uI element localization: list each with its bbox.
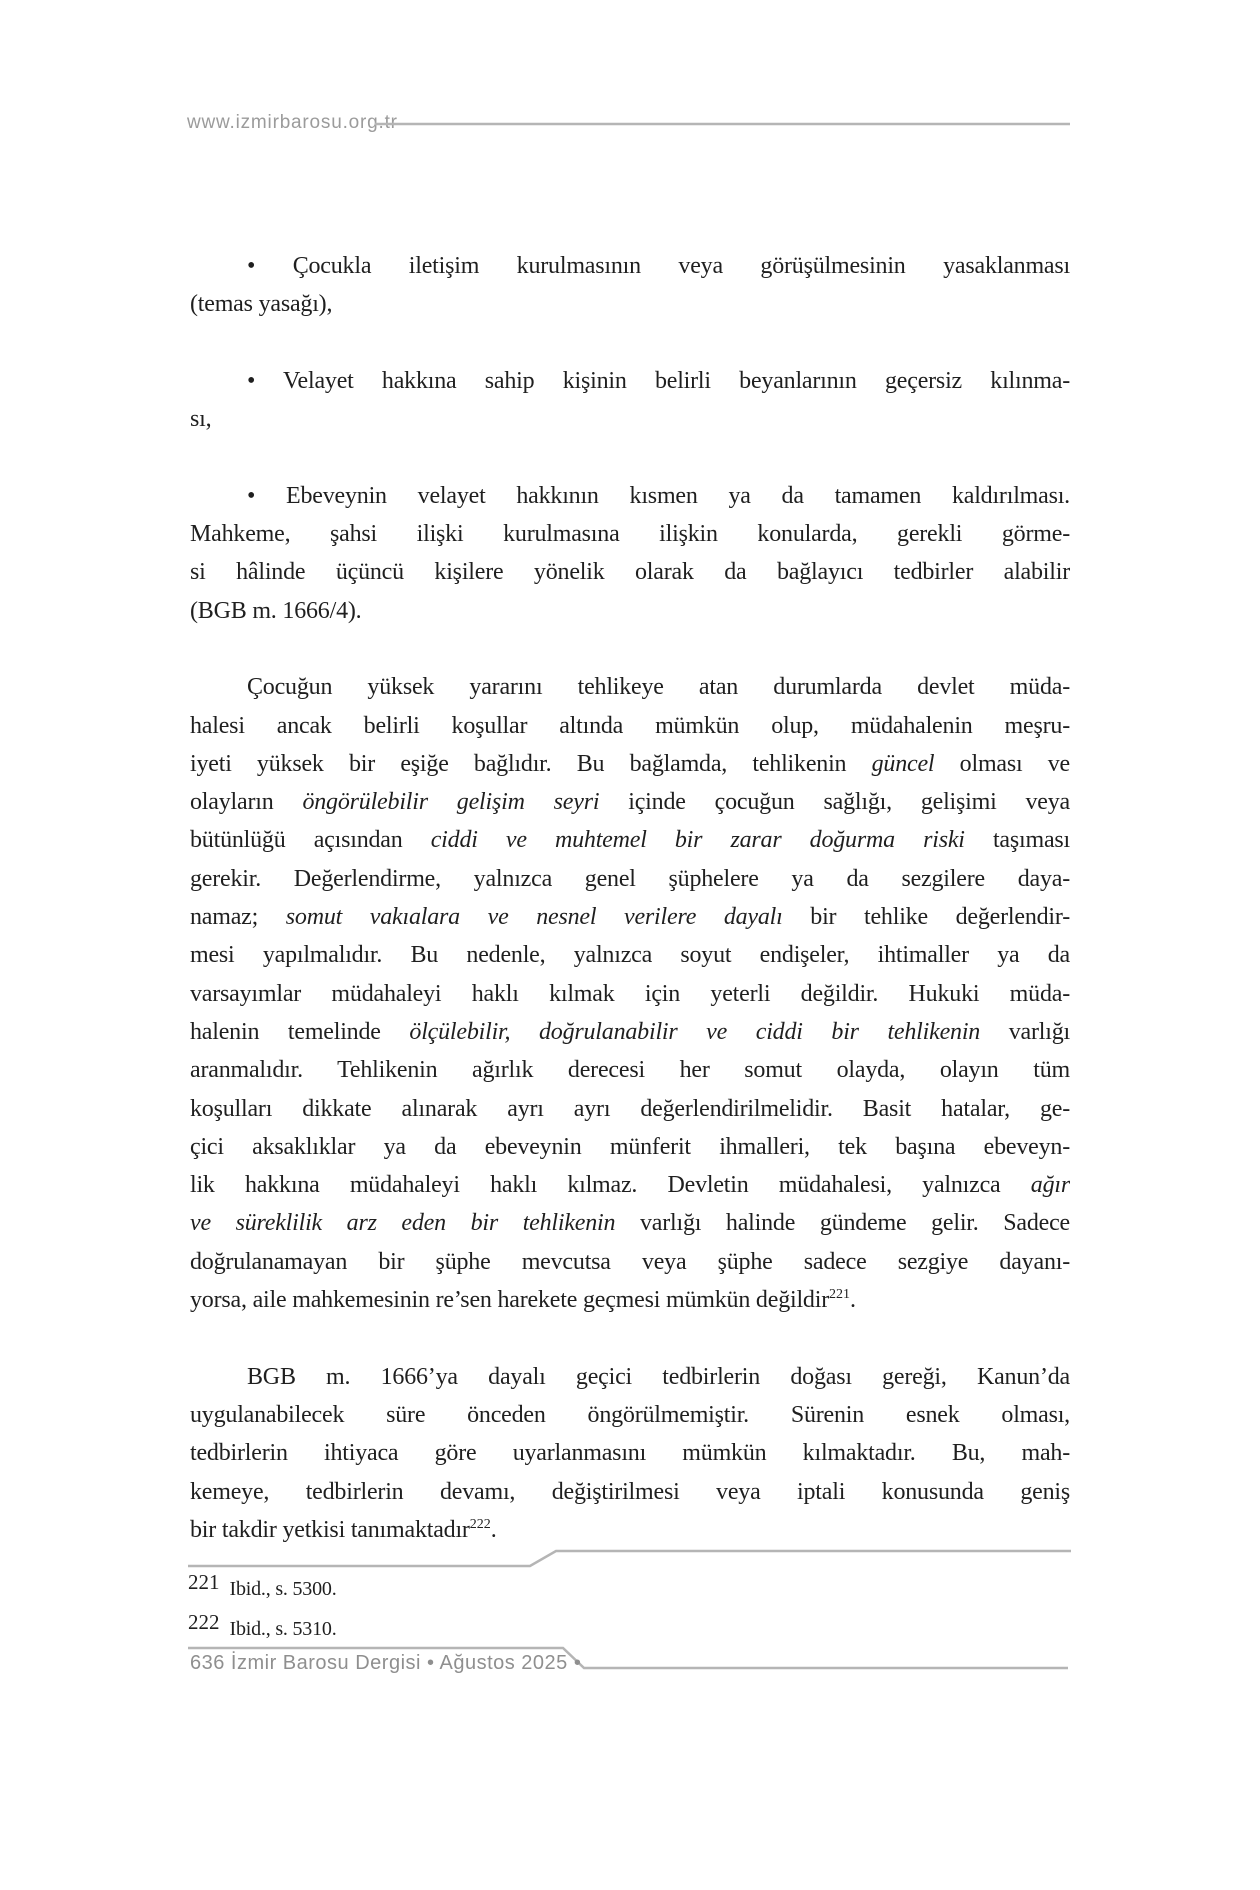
footnote-number: 222 (188, 1610, 220, 1634)
text-line (190, 1013, 1070, 1051)
text-line (190, 936, 1070, 974)
text-line (190, 1090, 1070, 1128)
italic-text: güncel (871, 750, 935, 777)
paragraph-threshold (190, 668, 1070, 1319)
text-segment: . (850, 1287, 856, 1314)
footnote-222 (188, 1610, 1068, 1650)
text-segment: içinde çocuğun sağlığı, gelişimi veya (599, 789, 1070, 816)
text-line (190, 860, 1070, 898)
footnote-text: Ibid., s. 5310. (229, 1618, 337, 1640)
text-line (190, 1281, 1070, 1319)
text-line (190, 1051, 1070, 1089)
text-line (190, 285, 1070, 323)
footer-text: 636 İzmir Barosu Dergisi • Ağustos 2025 • (190, 1652, 582, 1674)
text-segment: • Ebeveynin velayet hakkının kısmen ya da tamamen kaldırılması. (247, 482, 1070, 509)
text-segment: varsayımlar müdahaleyi haklı kılmak için yeterli değildir. Hukuki müda- (190, 980, 1070, 1007)
text-line (190, 477, 1070, 515)
footnote-number: 221 (188, 1570, 220, 1594)
text-segment: çici aksaklıklar ya da ebeveynin münferit ihmalleri, tek başına ebeveyn- (190, 1133, 1070, 1160)
text-line (190, 1166, 1070, 1204)
footnote-221 (188, 1570, 1068, 1610)
italic-text: ölçülebilir, doğrulanabilir ve ciddi bir tehlikenin (409, 1018, 981, 1045)
text-segment: varlığı halinde gündeme gelir. Sadece (615, 1210, 1070, 1237)
text-segment: Çocuğun yüksek yararını tehlikeye atan durumlarda devlet müda- (247, 674, 1070, 701)
footnote-text: Ibid., s. 5300. (229, 1578, 337, 1600)
text-line (190, 1434, 1070, 1472)
text-segment: tedbirlerin ihtiyaca göre uyarlanmasını mümkün kılmaktadır. Bu, mah- (190, 1440, 1070, 1467)
text-segment: olması ve (934, 750, 1070, 777)
text-segment: lik hakkına müdahaleyi haklı kılmaz. Devletin müdahalesi, yalnızca (190, 1172, 1031, 1199)
italic-text: somut vakıalara ve nesnel verilere dayalı (285, 904, 783, 931)
text-segment: bir takdir yetkisi tanımaktadır (190, 1516, 470, 1543)
text-segment: Mahkeme, şahsi ilişki kurulmasına ilişkin konularda, gerekli görme- (190, 521, 1070, 548)
text-segment: uygulanabilecek süre önceden öngörülmemiştir. Sürenin esnek olması, (190, 1401, 1070, 1428)
text-line (190, 975, 1070, 1013)
text-segment: varlığı (980, 1018, 1070, 1045)
text-line (190, 1358, 1070, 1396)
text-segment: mesi yapılmalıdır. Bu nedenle, yalnızca soyut endişeler, ihtimaller ya da (190, 942, 1070, 969)
text-segment: (temas yasağı), (190, 291, 333, 318)
text-line (190, 553, 1070, 591)
text-line (190, 592, 1070, 630)
text-line (190, 821, 1070, 859)
text-line (190, 515, 1070, 553)
text-segment: si hâlinde üçüncü kişilere yönelik olarak da bağlayıcı tedbirler alabilir (190, 559, 1070, 586)
italic-text: öngörülebilir gelişim seyri (302, 789, 600, 816)
text-line (190, 783, 1070, 821)
text-segment: iyeti yüksek bir eşiğe bağlıdır. Bu bağlamda, tehlikenin (190, 750, 872, 777)
text-line (190, 1204, 1070, 1242)
text-segment: kemeye, tedbirlerin devamı, değiştirilmesi veya iptali konusunda geniş (190, 1478, 1070, 1505)
text-segment: BGB m. 1666’ya dayalı geçici tedbirlerin doğası gereği, Kanun’da (247, 1363, 1070, 1390)
text-segment: yorsa, aile mahkemesinin re’sen harekete geçmesi mümkün değildir (190, 1287, 829, 1314)
text-segment: bir tehlike değerlendir- (782, 904, 1070, 931)
text-line (190, 898, 1070, 936)
text-line (190, 707, 1070, 745)
text-segment: taşıması (964, 827, 1070, 854)
text-segment: koşulları dikkate alınarak ayrı ayrı değerlendirilmelidir. Basit hatalar, ge- (190, 1095, 1070, 1122)
text-segment: halesi ancak belirli koşullar altında mümkün olup, müdahalenin meşru- (190, 712, 1070, 739)
italic-text: ciddi ve muhtemel bir zarar doğurma riski (430, 827, 965, 854)
text-line (190, 1396, 1070, 1434)
text-segment: olayların (190, 789, 303, 816)
footnote-separator (188, 1551, 1071, 1566)
text-segment: halenin temelinde (190, 1018, 410, 1045)
text-line (190, 1473, 1070, 1511)
text-segment: bütünlüğü açısından (190, 827, 431, 854)
text-segment: doğrulanamayan bir şüphe mevcutsa veya şüphe sadece sezgiye dayanı- (190, 1248, 1070, 1275)
text-line (190, 745, 1070, 783)
text-segment: • Çocukla iletişim kurulmasının veya görüşülmesinin yasaklanması (247, 253, 1070, 279)
bullet-item-3 (190, 477, 1070, 630)
paragraph-duration (190, 1358, 1070, 1549)
text-line (190, 1511, 1070, 1549)
text-line (190, 1243, 1070, 1281)
bullet-item-1 (190, 247, 1070, 324)
text-segment: . (490, 1516, 497, 1543)
footnotes (188, 1570, 1068, 1650)
footnote-ref: 222 (469, 1516, 491, 1532)
content (190, 247, 1070, 1549)
text-segment: • Velayet hakkına sahip kişinin belirli beyanlarının geçersiz kılınma- (247, 367, 1070, 394)
text-segment: namaz; (190, 904, 286, 931)
header-url: www.izmirbarosu.org.tr (187, 112, 398, 133)
text-line (190, 668, 1070, 706)
text-segment: sı, (190, 406, 212, 433)
text-line (190, 247, 1070, 285)
italic-text: ağır (1030, 1172, 1070, 1199)
footnote-ref: 221 (829, 1287, 850, 1303)
bullet-item-2 (190, 362, 1070, 439)
text-segment: (BGB m. 1666/4). (190, 597, 362, 624)
text-line (190, 362, 1070, 400)
text-line (190, 1128, 1070, 1166)
text-line (190, 400, 1070, 438)
italic-text: ve süreklilik arz eden bir tehlikenin (190, 1210, 616, 1237)
text-segment: gerekir. Değerlendirme, yalnızca genel şüphelere ya da sezgilere daya- (190, 865, 1070, 892)
text-segment: aranmalıdır. Tehlikenin ağırlık derecesi her somut olayda, olayın tüm (190, 1057, 1070, 1084)
